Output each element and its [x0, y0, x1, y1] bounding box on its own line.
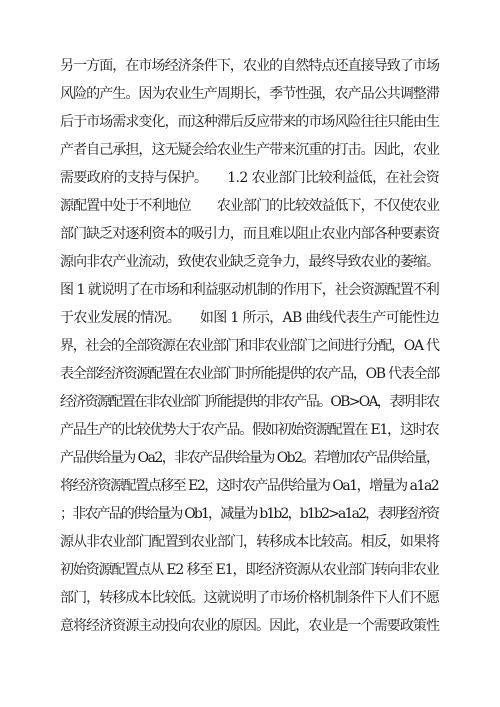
text-line: 意将经济资源主动投向农业的原因。因此，农业是一个需要政策性	[60, 618, 440, 634]
text-line: 产品生产的比较优势大于农产品。假如初始资源配置在 E1，这时农	[60, 422, 439, 438]
text-line: 另一方面，在市场经济条件下，农业的自然特点还直接导致了市场	[60, 58, 440, 74]
text-line: 初始资源配置点从 E2 移至 E1，即经济资源从农业部门转向非农业	[60, 562, 439, 578]
text-line: 部门缺乏对逐利资本的吸引力，而且难以阻止农业内部各种要素资	[60, 226, 440, 242]
text-line: 产品供给量为 Oa2，非农产品供给量为 Ob2。若增加农产品供给量，	[60, 450, 439, 466]
text-line: 风险的产生。因为农业生产周期长，季节性强，农产品公共调整滞	[60, 86, 440, 102]
text-line: 界，社会的全部资源在农业部门和非农业部门之间进行分配，OA 代	[60, 338, 439, 354]
text-line: 表全部经济资源配置在农业部门时所能提供的农产品，OB 代表全部	[60, 366, 439, 382]
text-line: 将经济资源配置点移至 E2，这时农产品供给量为 Oa1，增量为 a1a2	[60, 478, 439, 494]
text-line: 需要政府的支持与保护。 1.2 农业部门比较利益低，在社会资	[60, 170, 440, 186]
body-text	[60, 52, 440, 640]
text-line: 经济资源配置在非农业部门所能提供的非农产品。OB>OA，表明非农	[60, 394, 439, 410]
text-line: 源向非农产业流动，致使农业缺乏竞争力，最终导致农业的萎缩。	[60, 254, 440, 270]
text-line: 源从非农业部门配置到农业部门，转移成本比较高。相反，如果将	[60, 534, 440, 550]
text-line: 图 1 就说明了在市场和利益驱动机制的作用下，社会资源配置不利	[60, 282, 439, 298]
text-line: 产者自己承担，这无疑会给农业生产带来沉重的打击。因此，农业	[60, 142, 440, 158]
text-line: 后于市场需求变化，而这种滞后反应带来的市场风险往往只能由生	[60, 114, 440, 130]
text-line: 源配置中处于不利地位 农业部门的比较效益低下，不仅使农业	[60, 198, 440, 214]
text-line: 部门，转移成本比较低。这就说明了市场价格机制条件下人们不愿	[60, 590, 440, 606]
text-line: 于农业发展的情况。 如图 1 所示，AB 曲线代表生产可能性边	[60, 310, 440, 326]
text-line: ；非农产品的供给量为 Ob1，减量为 b1b2，b1b2>a1a2，表明经济资	[60, 506, 439, 522]
